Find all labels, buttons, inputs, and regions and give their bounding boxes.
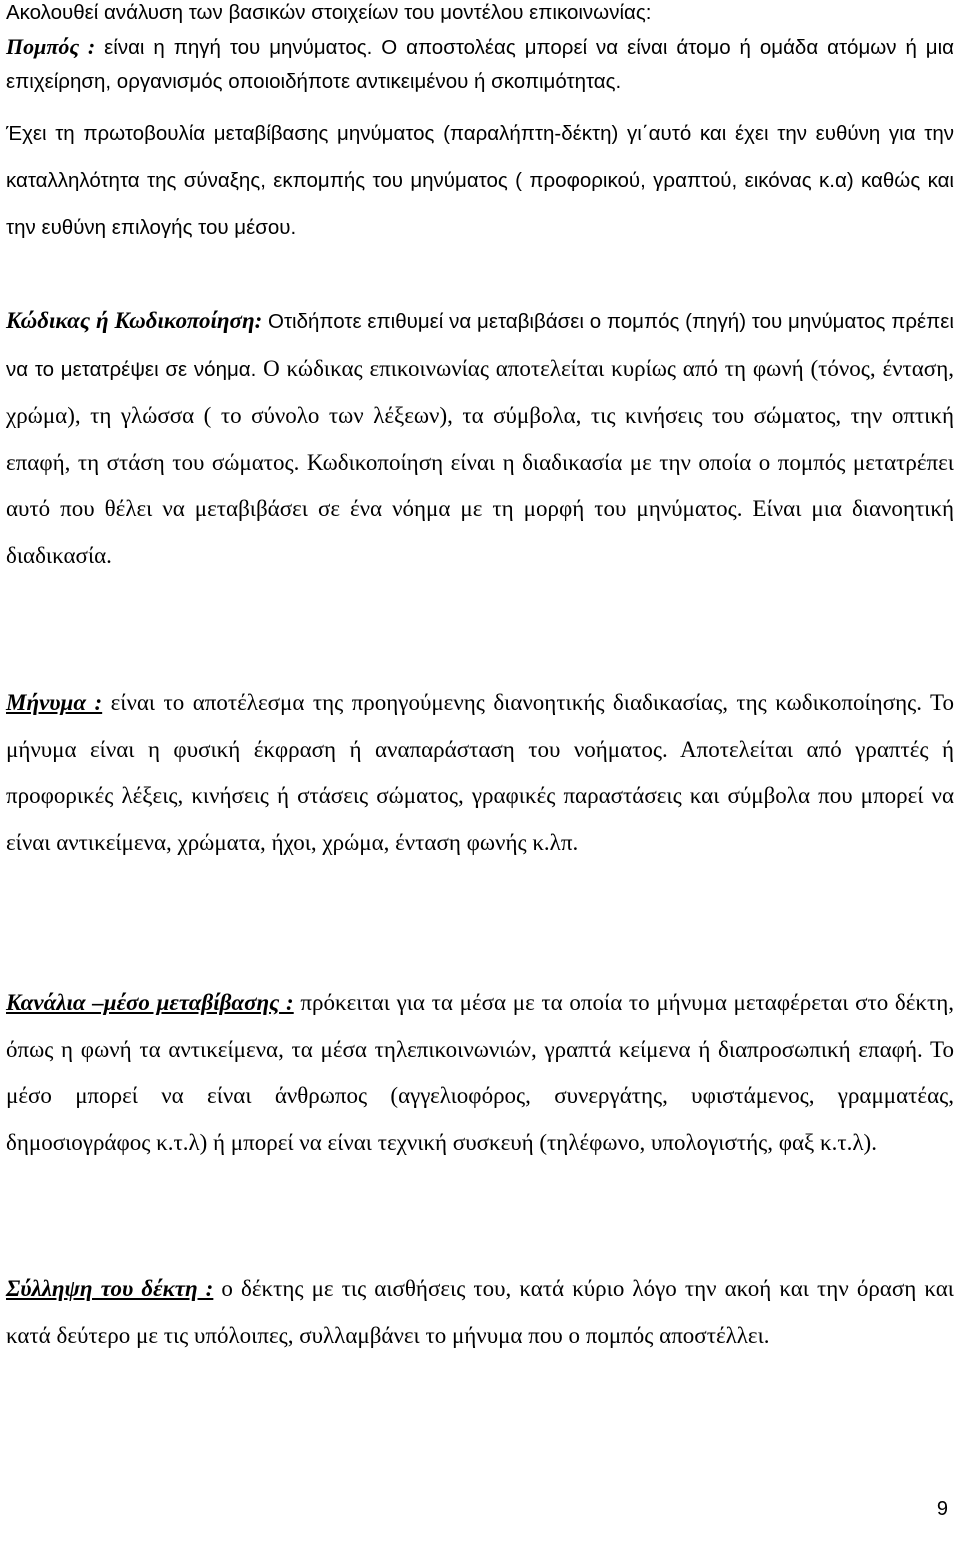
reception-term: Σύλληψη του δέκτη :	[6, 1276, 214, 1301]
reception-definition: ο δέκτης με τις αισθήσεις του, κατά κύριο λόγο την ακοή και την όραση και κατά δεύτερο με τις υπόλοιπες, συλλαμβάνει το μήνυμα που ο πομπός αποστέλλει.	[6, 1276, 954, 1348]
channel-paragraph	[6, 980, 954, 1166]
sender-responsibility-text: Έχει τη πρωτοβουλία μεταβίβασης μηνύματος (παραλήπτη-δέκτη) γι΄αυτό και έχει την ευθύνη για την καταλληλότητα της σύναξης, εκπομπής του μηνύματος ( προφορικού, γραπτού, εικόνας κ.α) καθώς και την ευθύνη επιλογής του μέσου.	[6, 122, 954, 239]
channel-term: Κανάλια –μέσο μεταβίβασης :	[6, 990, 294, 1015]
code-paragraph	[6, 298, 954, 579]
message-term: Μήνυμα :	[6, 690, 103, 715]
message-definition: είναι το αποτέλεσμα της προηγούμενης διανοητικής διαδικασίας, της κωδικοποίησης. Το μήνυμα είναι η φυσική έκφραση ή αναπαράσταση του νοήματος. Αποτελείται από γραπτές ή προφορικές λέξεις, κινήσεις ή στάσεις σώματος, γραφικές παραστάσεις και σύμβολα που μπορεί να είναι αντικείμενα, χρώματα, ήχοι, χρώμα, ένταση φωνής κ.λπ.	[6, 690, 954, 855]
message-paragraph	[6, 680, 954, 866]
intro-line: Ακολουθεί ανάλυση των βασικών στοιχείων του μοντέλου επικοινωνίας:	[6, 1, 652, 24]
code-details: Ο κώδικας επικοινωνίας αποτελείται κυρίως από τη φωνή (τόνος, ένταση, χρώμα), τη γλώσσα ( το σύνολο των λέξεων), τα σύμβολα, τις κινήσεις του σώματος, την οπτική επαφή, τη στάση του σώματος. Κωδικοποίηση είναι η διαδικασία με την οποία ο πομπός μετατρέπει αυτό που θέλει να μεταβιβάσει σε ένα νόημα με τη μορφή του μηνύματος. Είναι μια διανοητική διαδικασία.	[6, 355, 954, 568]
intro-paragraph	[6, 0, 954, 99]
code-definition: Οτιδήποτε επιθυμεί να μεταβιβάσει ο πομπός (πηγή) του μηνύματος πρέπει να το μετατρέψει σε νόημα.	[6, 310, 954, 381]
sender-definition: είναι η πηγή του μηνύματος. Ο αποστολέας μπορεί να είναι άτομο ή ομάδα ατόμων ή μια επιχείρηση, οργανισμός οποιοιδήποτε αντικειμένου ή σκοπιμότητας.	[6, 36, 954, 93]
sender-responsibility-paragraph	[6, 110, 954, 251]
code-term: Κώδικας ή Κωδικοποίηση:	[6, 308, 263, 333]
sender-term: Πομπός :	[6, 34, 96, 59]
page-number: 9	[936, 1498, 948, 1520]
reception-paragraph	[6, 1266, 954, 1359]
channel-definition: πρόκειται για τα μέσα με τα οποία το μήνυμα μεταφέρεται στο δέκτη, όπως η φωνή τα αντικείμενα, τα μέσα τηλεπικοινωνιών, γραπτά κείμενα ή διαπροσωπική επαφή. Το μέσο μπορεί να είναι άνθρωπος (αγγελιοφόρος, συνεργάτης, υφιστάμενος, γραμματέας, δημοσιογράφος κ.τ.λ) ή μπορεί να είναι τεχνική συσκευή (τηλέφωνο, υπολογιστής, φαξ κ.τ.λ).	[6, 990, 954, 1155]
